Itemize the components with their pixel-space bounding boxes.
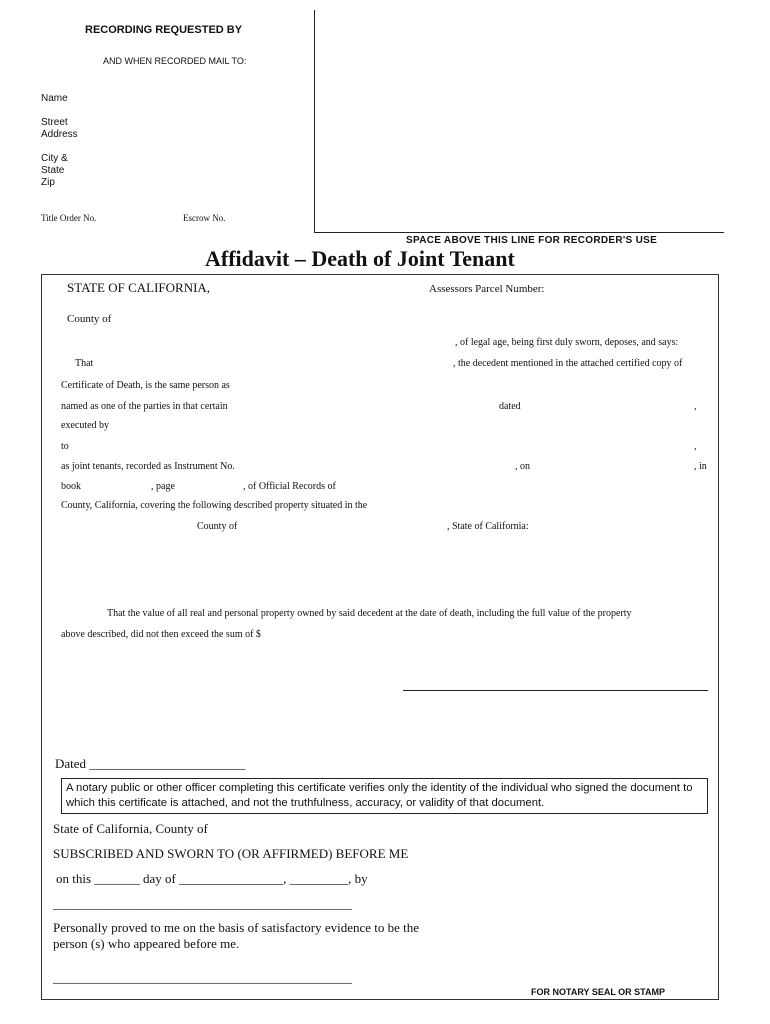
to-label: to (61, 441, 69, 452)
address-label: Address (41, 129, 78, 140)
recorder-line (314, 232, 724, 233)
joint-tenants-text: as joint tenants, recorded as Instrument No. (61, 461, 235, 472)
notary-seal-label: FOR NOTARY SEAL OR STAMP (531, 987, 666, 997)
value-statement-line2: above described, did not then exceed the sum of $ (61, 629, 261, 640)
in-label: , in (694, 461, 707, 472)
that-label: That (75, 358, 94, 369)
named-as-text: named as one of the parties in that certain (61, 401, 228, 412)
on-this-text: on this _______ day of ________________, _________, by (56, 871, 368, 886)
city-label: City & (41, 153, 68, 164)
county-covering-text: County, California, covering the following described property situated in the (61, 500, 368, 511)
name-label: Name (41, 93, 68, 104)
state-label: State (41, 165, 65, 176)
book-label: book (61, 481, 81, 492)
certificate-text: Certificate of Death, is the same person as (61, 380, 230, 391)
underline-field-1: ______________________________________________ (53, 896, 352, 911)
signature-line (403, 690, 708, 691)
recorder-use-label: SPACE ABOVE THIS LINE FOR RECORDER'S USE (406, 235, 658, 246)
street-label: Street (41, 117, 68, 128)
state-county-text: State of California, County of (53, 821, 208, 836)
escrow-label: Escrow No. (183, 213, 226, 223)
dated-label: dated (499, 401, 521, 412)
dated-field: Dated ________________________ (55, 756, 246, 771)
title-order-label: Title Order No. (41, 213, 97, 223)
underline-field-2: ______________________________________________ (53, 970, 352, 985)
zip-label: Zip (41, 177, 55, 188)
person-appeared-text: person (s) who appeared before me. (53, 936, 240, 951)
comma-2: , (694, 441, 697, 452)
value-statement-line1: That the value of all real and personal property owned by said decedent at the date of death, including the full value of the property (107, 608, 632, 619)
recording-requested-by: RECORDING REQUESTED BY (85, 24, 243, 36)
on-label: , on (515, 461, 530, 472)
comma-1: , (694, 401, 697, 412)
official-records-label: , of Official Records of (243, 481, 336, 492)
executed-by-label: executed by (61, 420, 110, 431)
page-title: Affidavit – Death of Joint Tenant (205, 246, 515, 271)
proved-text: Personally proved to me on the basis of satisfactory evidence to be the (53, 920, 420, 935)
decedent-text: , the decedent mentioned in the attached certified copy of (453, 358, 683, 369)
notary-notice-box: A notary public or other officer completing this certificate verifies only the identity of the individual who signed the document to which this certificate is attached, and not the truthfulness, accuracy, or validity of that document. (61, 778, 708, 814)
apn-label: Assessors Parcel Number: (429, 283, 545, 295)
subscribed-text: SUBSCRIBED AND SWORN TO (OR AFFIRMED) BEFORE ME (53, 846, 409, 861)
state-of-ca-text: , State of California: (447, 521, 529, 532)
header-divider (314, 10, 315, 232)
state-of-california: STATE OF CALIFORNIA, (67, 280, 211, 295)
mail-to-label: AND WHEN RECORDED MAIL TO: (103, 56, 247, 66)
page-label: , page (151, 481, 175, 492)
county-of-label: County of (67, 313, 112, 325)
legal-age-text: , of legal age, being first duly sworn, deposes, and says: (455, 337, 679, 348)
county-of-label-2: County of (197, 521, 238, 532)
